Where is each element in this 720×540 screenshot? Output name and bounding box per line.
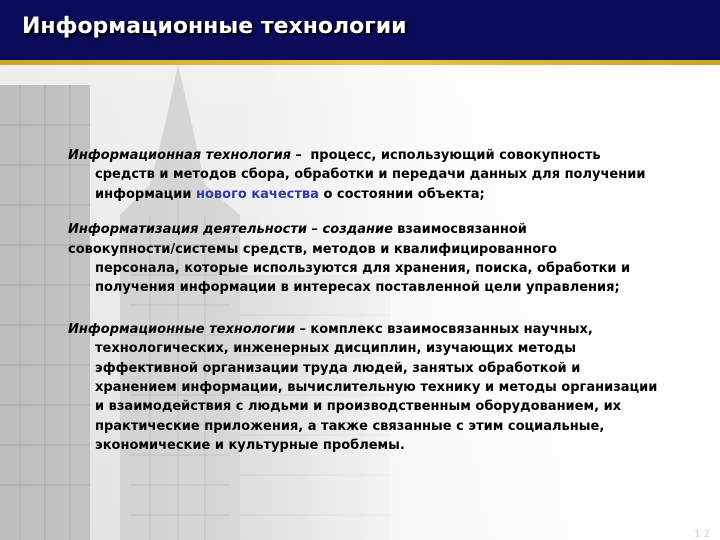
paragraph-text-segment: информации [95,186,192,202]
paragraph-text: процесс, использующий совокупность [310,148,601,163]
paragraph-text: технологических, инженерных дисциплин, изучающих методы [95,341,576,357]
highlighted-text: нового качества [196,186,319,202]
paragraph-text-segment: о состоянии объекта; [323,186,485,202]
paragraph-text: и взаимодействия с людьми и производственным оборудованием, их [95,399,622,415]
paragraph-information-technologies-definition [68,320,693,456]
title-bar [0,0,720,60]
paragraph-text: персонала, которые используются для хранения, поиска, обработки и [95,261,631,277]
paragraph-information-technology-definition [68,146,693,204]
paragraph-text: практические приложения, а также связанные с этим социальные, [95,418,605,434]
paragraph-text: комплекс взаимосвязанных научных, [310,321,593,337]
paragraph-informatization-definition [68,220,693,298]
paragraph-text: экономические и культурные проблемы. [95,438,405,454]
paragraph-text: эффективной организации труда людей, занятых обработкой и [95,360,581,376]
term: Информационные технологии – [68,321,307,337]
paragraph-text: взаимосвязанной [397,222,527,238]
paragraph-text: хранением информации, вычислительную технику и методы организации [95,380,658,396]
paragraph-text [68,185,693,204]
slide-content [68,146,693,472]
term: Информационная технология – [68,148,303,163]
paragraph-text: совокупности/системы средств, методов и квалифицированного [68,241,557,257]
title-accent-stripe [0,60,720,65]
paragraph-text: средств и методов сбора, обработки и передачи данных для получении [95,167,646,183]
slide-title: Информационные технологии [22,14,407,39]
page-number: 1 2 [694,529,710,540]
term: Информатизация деятельности – создание [68,222,393,238]
paragraph-text: получения информации в интересах поставленной цели управления; [95,280,620,296]
